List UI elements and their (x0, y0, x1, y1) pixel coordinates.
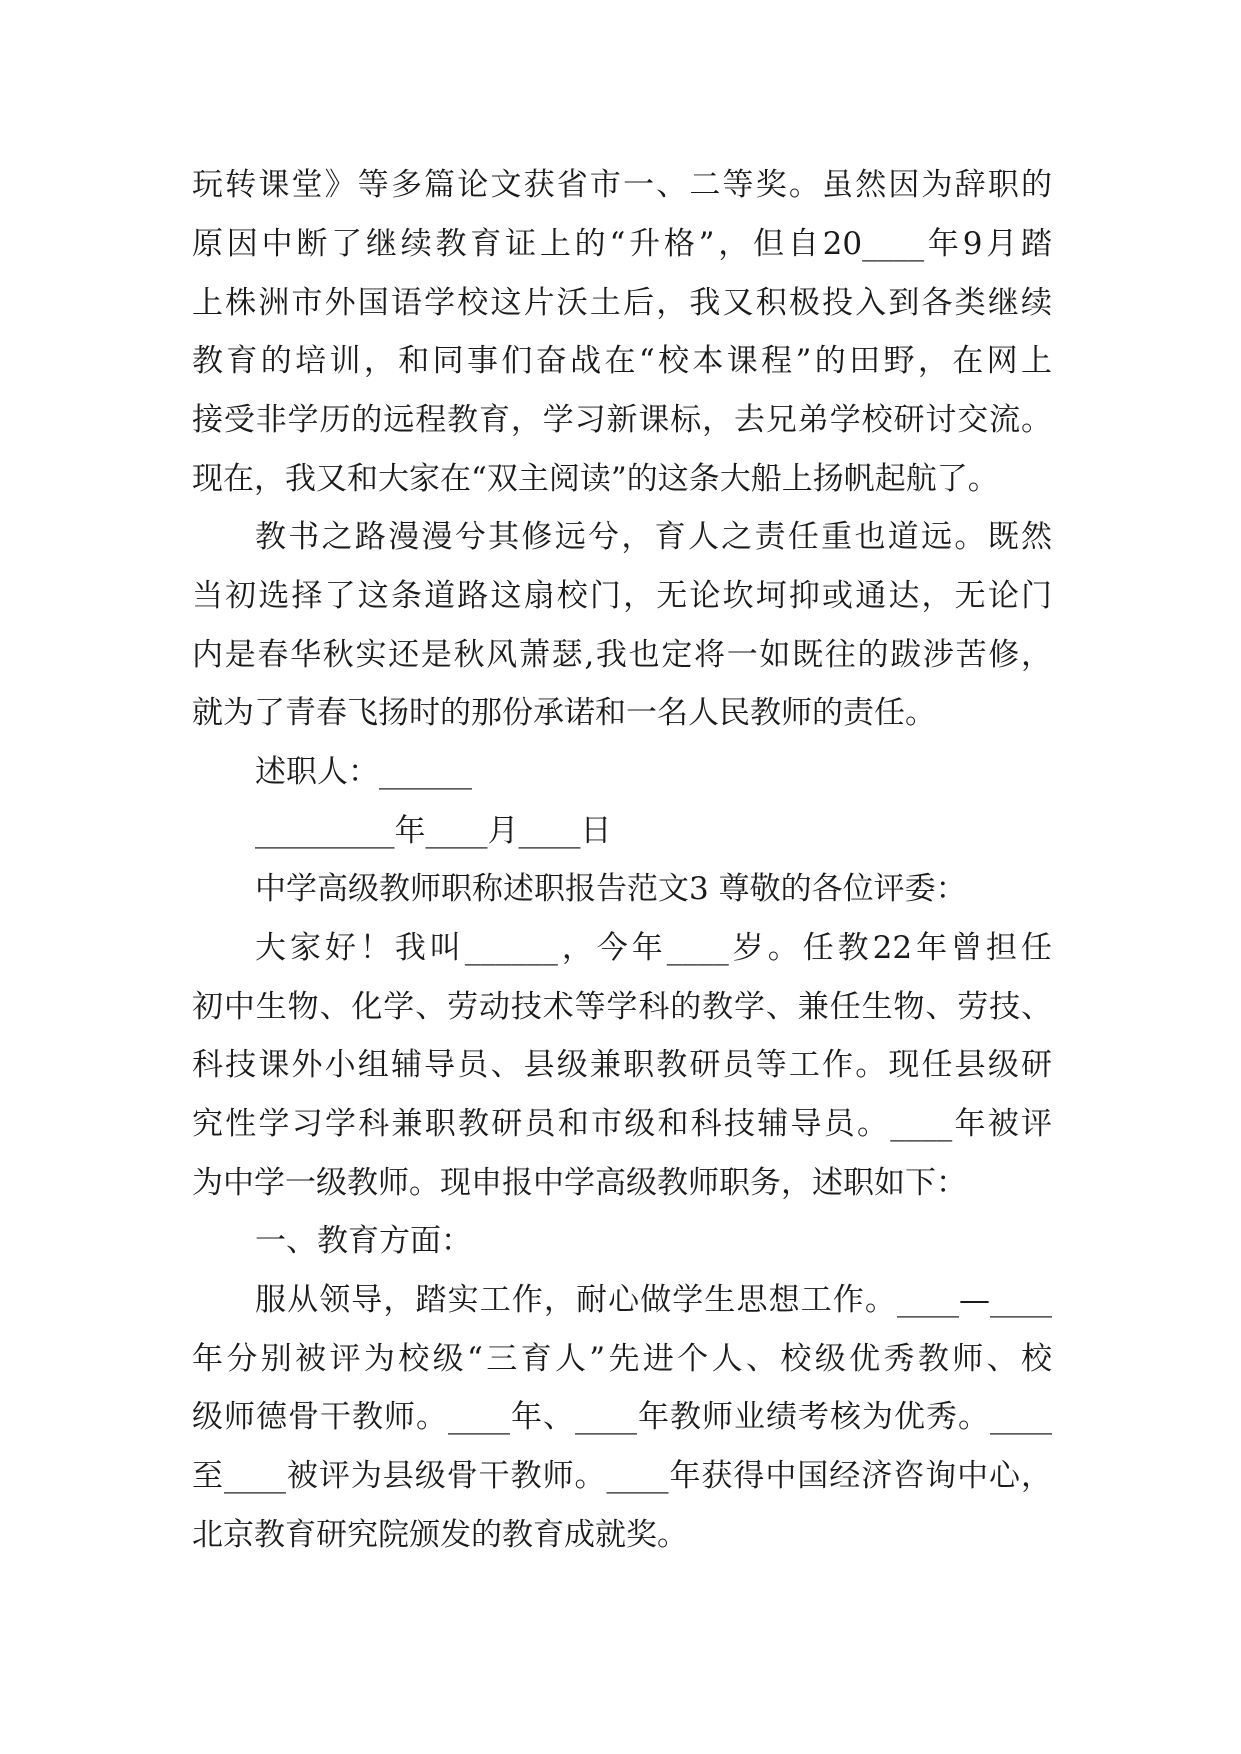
text-line: 大家好！我叫______，今年____岁。任教22年曾担任 (255, 930, 1052, 966)
text-line: 初中生物、化学、劳动技术等学科的教学、兼任生物、劳技、 (192, 989, 1052, 1025)
text-line: 级师德骨干教师。____年、____年教师业绩考核为优秀。____ (192, 1399, 1052, 1435)
text-line: 服从领导，踏实工作，耐心做学生思想工作。____—____ (255, 1282, 1052, 1318)
text-line: 上株洲市外国语学校这片沃土后，我又积极投入到各类继续 (192, 285, 1052, 321)
text-line: 现在，我又和大家在“双主阅读”的这条大船上扬帆起航了。 (192, 461, 999, 497)
text-line: 究性学习学科兼职教研员和市级和科技辅导员。____年被评 (192, 1106, 1052, 1142)
text-line: 为中学一级教师。现申报中学高级教师职务，述职如下： (192, 1165, 967, 1201)
text-line: 北京教育研究院颁发的教育成就奖。 (192, 1517, 688, 1553)
text-line: 接受非学历的远程教育，学习新课标，去兄弟学校研讨交流。 (192, 402, 1052, 438)
text-line: 科技课外小组辅导员、县级兼职教研员等工作。现任县级研 (192, 1047, 1052, 1083)
text-line: 年分别被评为校级“三育人”先进个人、校级优秀教师、校 (192, 1341, 1052, 1377)
section-heading: 一、教育方面： (255, 1223, 472, 1259)
text-line: 当初选择了这条道路这扇校门，无论坎坷抑或通达，无论门 (192, 578, 1052, 614)
text-line: 至____被评为县级骨干教师。____年获得中国经济咨询中心， (192, 1458, 1052, 1494)
text-line: 原因中断了继续教育证上的“升格”，但自20____年9月踏 (192, 226, 1052, 262)
text-line: 就为了青春飞扬时的那份承诺和一名人民教师的责任。 (192, 695, 936, 731)
text-line: 内是春华秋实还是秋风萧瑟,我也定将一如既往的跋涉苦修， (192, 637, 1052, 673)
section-title: 中学高级教师职称述职报告范文3 尊敬的各位评委： (255, 871, 967, 907)
text-line: 玩转课堂》等多篇论文获省市一、二等奖。虽然因为辞职的 (192, 167, 1052, 203)
date-line: _________年____月____日 (255, 813, 612, 849)
text-line: 教育的培训，和同事们奋战在“校本课程”的田野，在网上 (192, 343, 1052, 379)
text-line: 教书之路漫漫兮其修远兮，育人之责任重也道远。既然 (255, 519, 1052, 555)
signature-label: 述职人：______ (255, 754, 472, 790)
